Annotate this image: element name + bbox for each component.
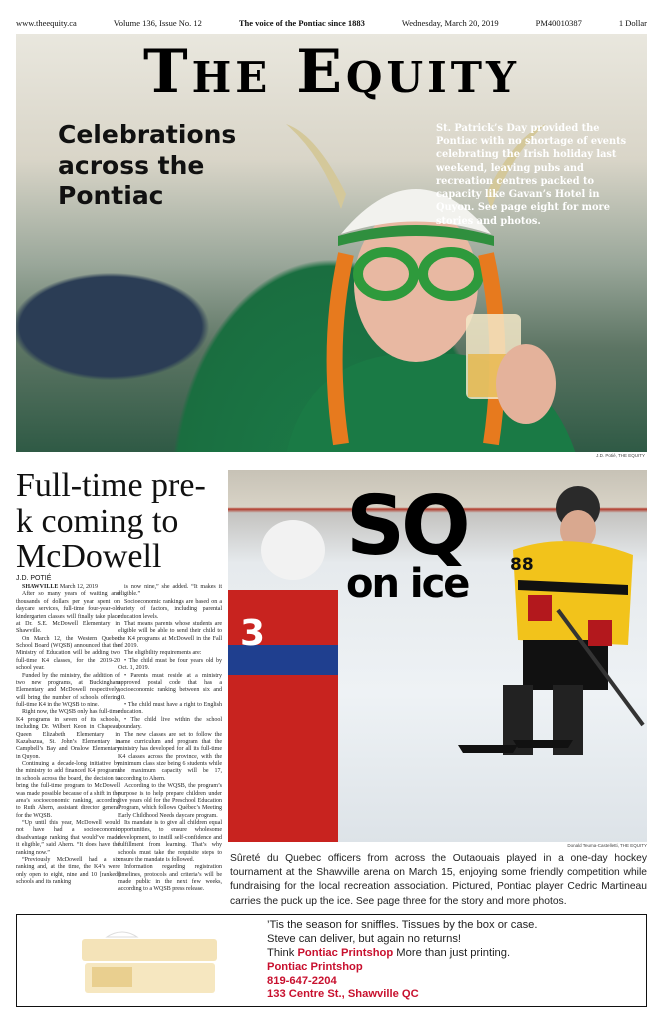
article-paragraph: On March 12, the Western Quebec School Board (WQSB) announced that the Ministry of Education will be adding two full-time K4 classes, for the 2019-20 school year.	[16, 635, 120, 672]
article-column-1	[16, 584, 120, 886]
article-column-2	[118, 584, 222, 894]
printshop-ad[interactable]	[16, 914, 647, 1007]
ad-business-name: Pontiac Printshop	[267, 960, 363, 973]
hero-blurb: St. Patrick’s Day provided the Pontiac with no shortage of events celebrating the Irish holiday last weekend, leaving pubs and recreation centres packed to capacity like Gavan’s Hotel in Quyon. See page eight for more stories and photos.	[436, 123, 627, 227]
article-list-item: • The child must be four years old by Oct. 1, 2019.	[118, 657, 222, 672]
article-paragraph: Right now, the WQSB only has full-time K4 programs in seven of its schools, including Dr. Wilbert Keon in Chapeau, Queen Elizabeth Elementary in Kazabazua, St. John’s Elementary in Campbell’s Bay and Onslow Elementary in Quyon.	[16, 709, 120, 760]
hero-photo	[16, 34, 647, 452]
article-paragraph: The eligibility requirements are:	[124, 650, 202, 657]
issue-number: Volume 136, Issue No. 12	[113, 18, 202, 28]
article-list-item: • Parents must reside at a ministry approved postal code that has a socioeconomic ranking between six and 10.	[118, 672, 222, 701]
article-paragraph: is now nine,” she added. “It makes it eligible.”	[118, 584, 222, 598]
jersey-number-right: 88	[510, 555, 534, 575]
article-headline[interactable]: Full-time pre-k coming to McDowell	[16, 467, 206, 576]
top-info-bar	[16, 14, 647, 32]
sq-title-top: SQ	[346, 479, 467, 574]
article-paragraph: After so many years of waiting and thousands of dollars per year spent on daycare services, full-time four-year-old kindergarten classes will finally take place at Dr. S.E. McDowell Elementary in Shawville.	[16, 591, 120, 635]
hero-photo-credit: J.D. Potié, THE EQUITY	[596, 453, 645, 458]
price: 1 Dollar	[618, 18, 647, 28]
ad-phone[interactable]: 819-647-2204	[267, 974, 337, 987]
article-paragraph: “Up until this year, McDowell would not have had a socioeconomic disadvantage ranking that would’ve made it eligible,” said Ahern. “It does have the ranking now.”	[16, 820, 120, 856]
article-paragraph: Socioeconomic rankings are based on a variety of factors, including parental education levels.	[118, 598, 222, 620]
hero-headline[interactable]: Celebrations across the Pontiac	[58, 120, 237, 210]
ad-line-1: ’Tis the season for sniffles. Tissues by the box or case.	[267, 919, 538, 931]
article-paragraph: Funded by the ministry, the addition of two new programs, at Buckingham Elementary and McDowell respectively, will bring the number of schools offering full-time K4 in the WQSB to nine.	[16, 672, 120, 708]
hockey-caption: Sûreté du Quebec officers from across the Outaouais played in a one-day hockey tournament at the Shawville arena on March 15, enjoying some friendly competition while fundraising for the local recreation association. Pictured, Pontiac player Cedric Martineau carries the puck up the ice. See page three for the story and more photos.	[230, 853, 647, 907]
site-url[interactable]: www.theequity.ca	[16, 18, 77, 28]
article-paragraph: “Previously McDowell had a six ranking and, at the time, the K4’s were only open to eight, nine and 10 [ranked] schools and its ranking	[16, 856, 120, 885]
ad-line-2: Steve can deliver, but again no returns!	[267, 932, 462, 945]
article-list-item: • The child live within the school boundary.	[118, 716, 222, 731]
article-byline: J.D. POTIÉ	[16, 575, 52, 582]
article-paragraph: Its mandate is to give all children equal opportunities, to ensure wholesome development, to instill self-confidence and fulfillment from learning. That’s why schools must take the requisite steps to ensure the mandate is followed.	[118, 820, 222, 863]
article-paragraph: That means parents whose students are eligible will be able to send their child to the K4 programs at McDowell in the Fall of 2019.	[118, 620, 222, 649]
dateline: SHAWVILLE March 12, 2019	[22, 584, 99, 590]
ad-address: 133 Centre St., Shawville QC	[267, 988, 419, 1001]
hockey-photo-credit: Donald Teuma-Castelletti, THE EQUITY	[567, 843, 647, 848]
jersey-number-left: 3	[240, 613, 266, 654]
sq-title-bottom: on ice	[346, 560, 469, 607]
ad-text	[267, 919, 538, 1002]
postal-number: PM40010387	[535, 18, 582, 28]
article-paragraph: The new classes are set to follow the same curriculum and program that the ministry has developed for all its full-time K4 classes across the province, with the minimum class size being 6 students while the maximum capacity will be 17, according to Ahern.	[118, 731, 222, 782]
tagline: The voice of the Pontiac since 1883	[238, 18, 365, 28]
article-paragraph: According to the WQSB, the program’s purpose is to help prepare children under five years old for the Preschool Education Program, which follows Québec’s Meeting Early Childhood Needs daycare program.	[118, 783, 222, 819]
issue-date: Wednesday, March 20, 2019	[401, 18, 499, 28]
sq-on-ice-title	[346, 479, 469, 607]
hockey-photo	[228, 470, 647, 842]
article-paragraph: Continuing a decade-long initiative by the ministry to add financed K4 programs in schools across the board, the decision to bring the full-time program to McDowell was made possible because of a shift in the area’s socioeconomic ranking, according to Ruth Ahern, assistant director general for the WQSB.	[16, 761, 120, 819]
ad-line-3: Think Pontiac Printshop More than just printing.	[267, 946, 511, 959]
ad-brand-inline: Pontiac Printshop	[297, 946, 394, 959]
article-paragraph: Information regarding registration timelines, protocols and criteria’s will be made public in the next few weeks, according to a WQSB press release.	[118, 864, 222, 893]
article-list-item: • The child must have a right to English education.	[118, 702, 222, 716]
masthead-title: The Equity	[142, 37, 521, 107]
tissue-boxes-image	[77, 927, 222, 997]
